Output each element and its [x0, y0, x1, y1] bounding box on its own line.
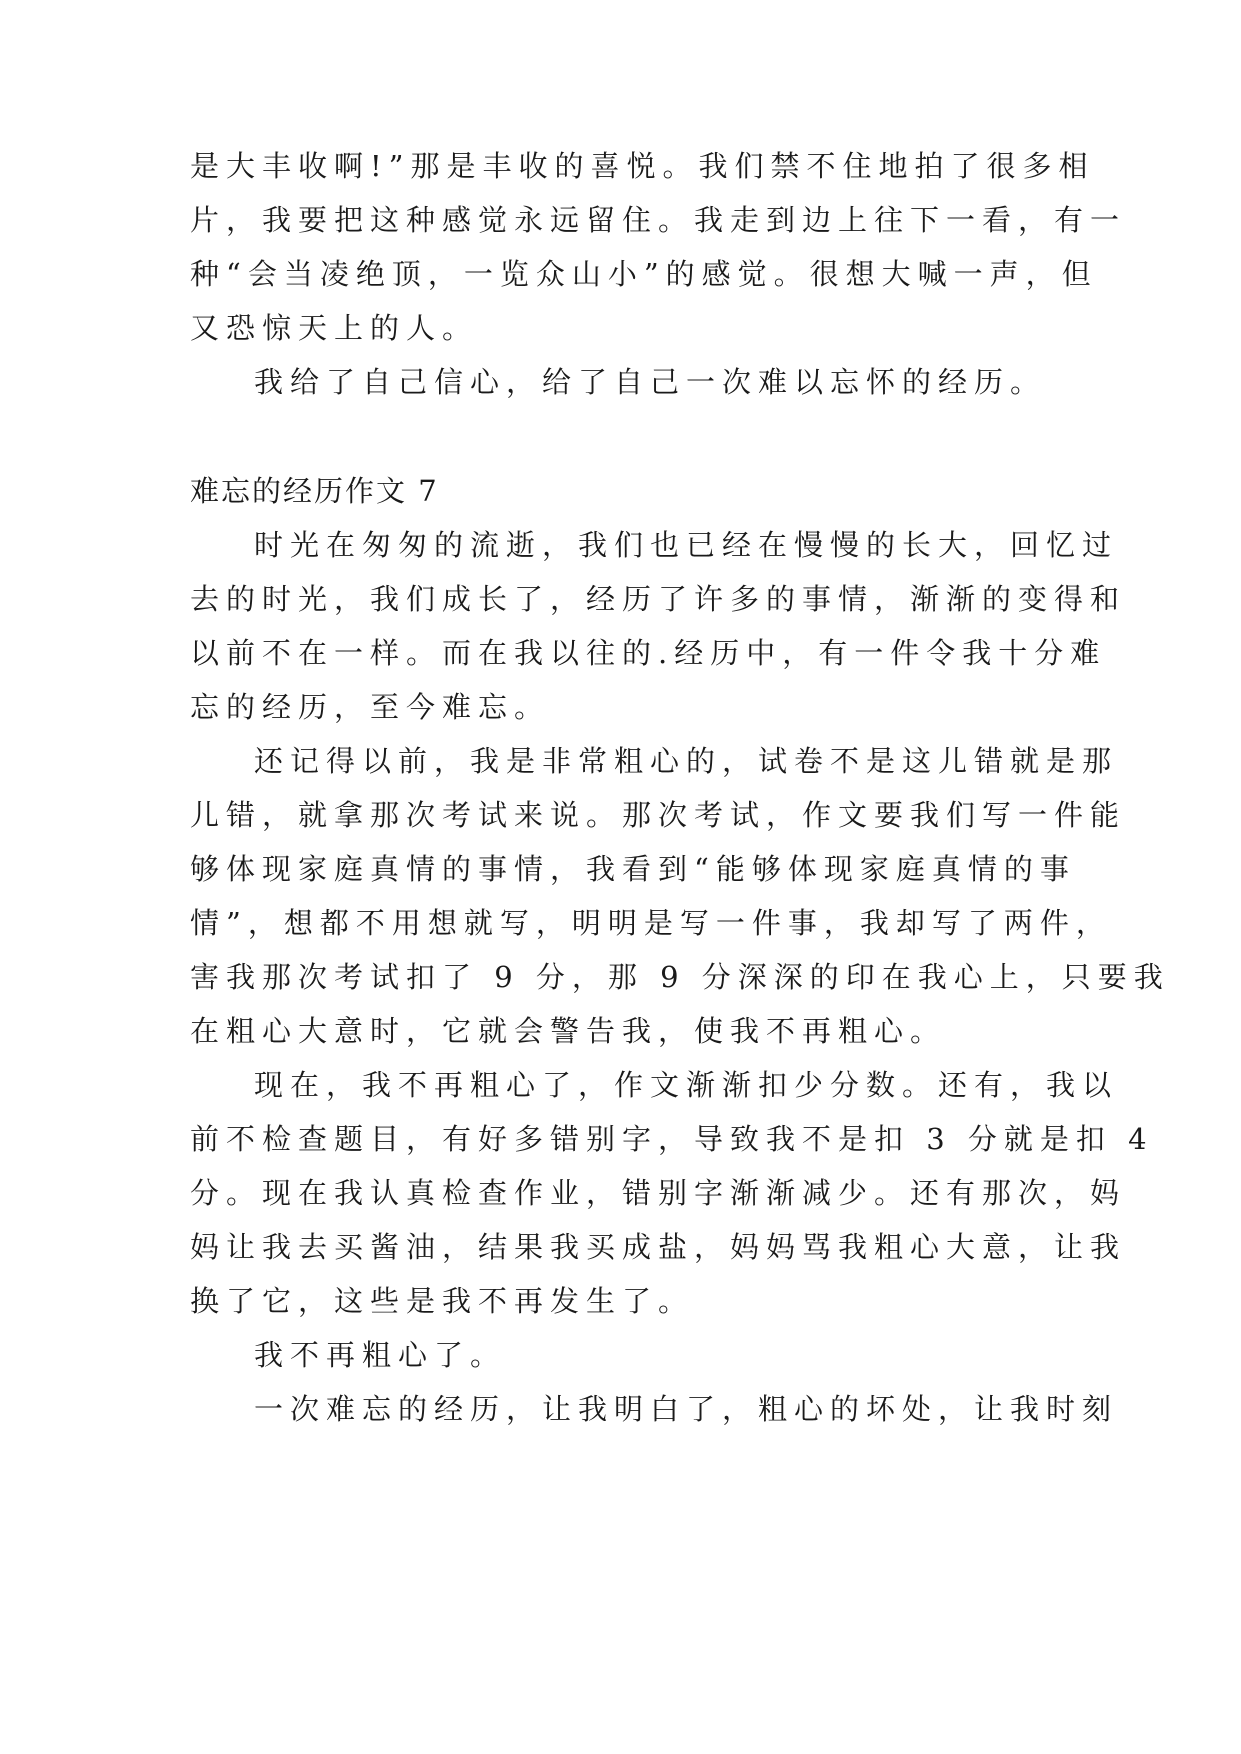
section-title: 难忘的经历作文 7: [190, 474, 439, 508]
text-line: 害我那次考试扣了 9 分，那 9 分深深的印在我心上，只要我: [190, 960, 1170, 994]
text-line: 现在，我不再粗心了，作文渐渐扣少分数。还有，我以: [254, 1068, 1119, 1102]
text-line: 一次难忘的经历，让我明白了，粗心的坏处，让我时刻: [254, 1392, 1119, 1426]
text-line: 妈让我去买酱油，结果我买成盐，妈妈骂我粗心大意，让我: [190, 1230, 1127, 1264]
text-line: 种“会当凌绝顶，一览众山小”的感觉。很想大喊一声，但: [190, 257, 1098, 291]
text-line: 片，我要把这种感觉永远留住。我走到边上往下一看，有一: [190, 203, 1127, 237]
text-line: 又恐惊天上的人。: [190, 311, 479, 345]
text-line: 还记得以前，我是非常粗心的，试卷不是这儿错就是那: [254, 744, 1119, 778]
text-line: 情”，想都不用想就写，明明是写一件事，我却写了两件，: [190, 906, 1112, 940]
text-line: 去的时光，我们成长了，经历了许多的事情，渐渐的变得和: [190, 582, 1127, 616]
text-line: 换了它，这些是我不再发生了。: [190, 1284, 695, 1318]
text-line: 时光在匆匆的流逝，我们也已经在慢慢的长大，回忆过: [254, 528, 1119, 562]
text-line: 在粗心大意时，它就会警告我，使我不再粗心。: [190, 1014, 947, 1048]
text-line: 是大丰收啊!”那是丰收的喜悦。我们禁不住地拍了很多相: [190, 149, 1095, 183]
text-line: 我不再粗心了。: [254, 1338, 507, 1372]
text-line: 以前不在一样。而在我以往的.经历中，有一件令我十分难: [190, 636, 1107, 670]
text-line: 儿错，就拿那次考试来说。那次考试，作文要我们写一件能: [190, 798, 1127, 832]
text-line: 前不检查题目，有好多错别字，导致我不是扣 3 分就是扣 4: [190, 1122, 1154, 1156]
closing-sentence: 我给了自己信心，给了自己一次难以忘怀的经历。: [254, 365, 1047, 399]
text-line: 够体现家庭真情的事情，我看到“能够体现家庭真情的事: [190, 852, 1076, 886]
text-line: 分。现在我认真检查作业，错别字渐渐减少。还有那次，妈: [190, 1176, 1127, 1210]
text-line: 忘的经历，至今难忘。: [190, 690, 551, 724]
